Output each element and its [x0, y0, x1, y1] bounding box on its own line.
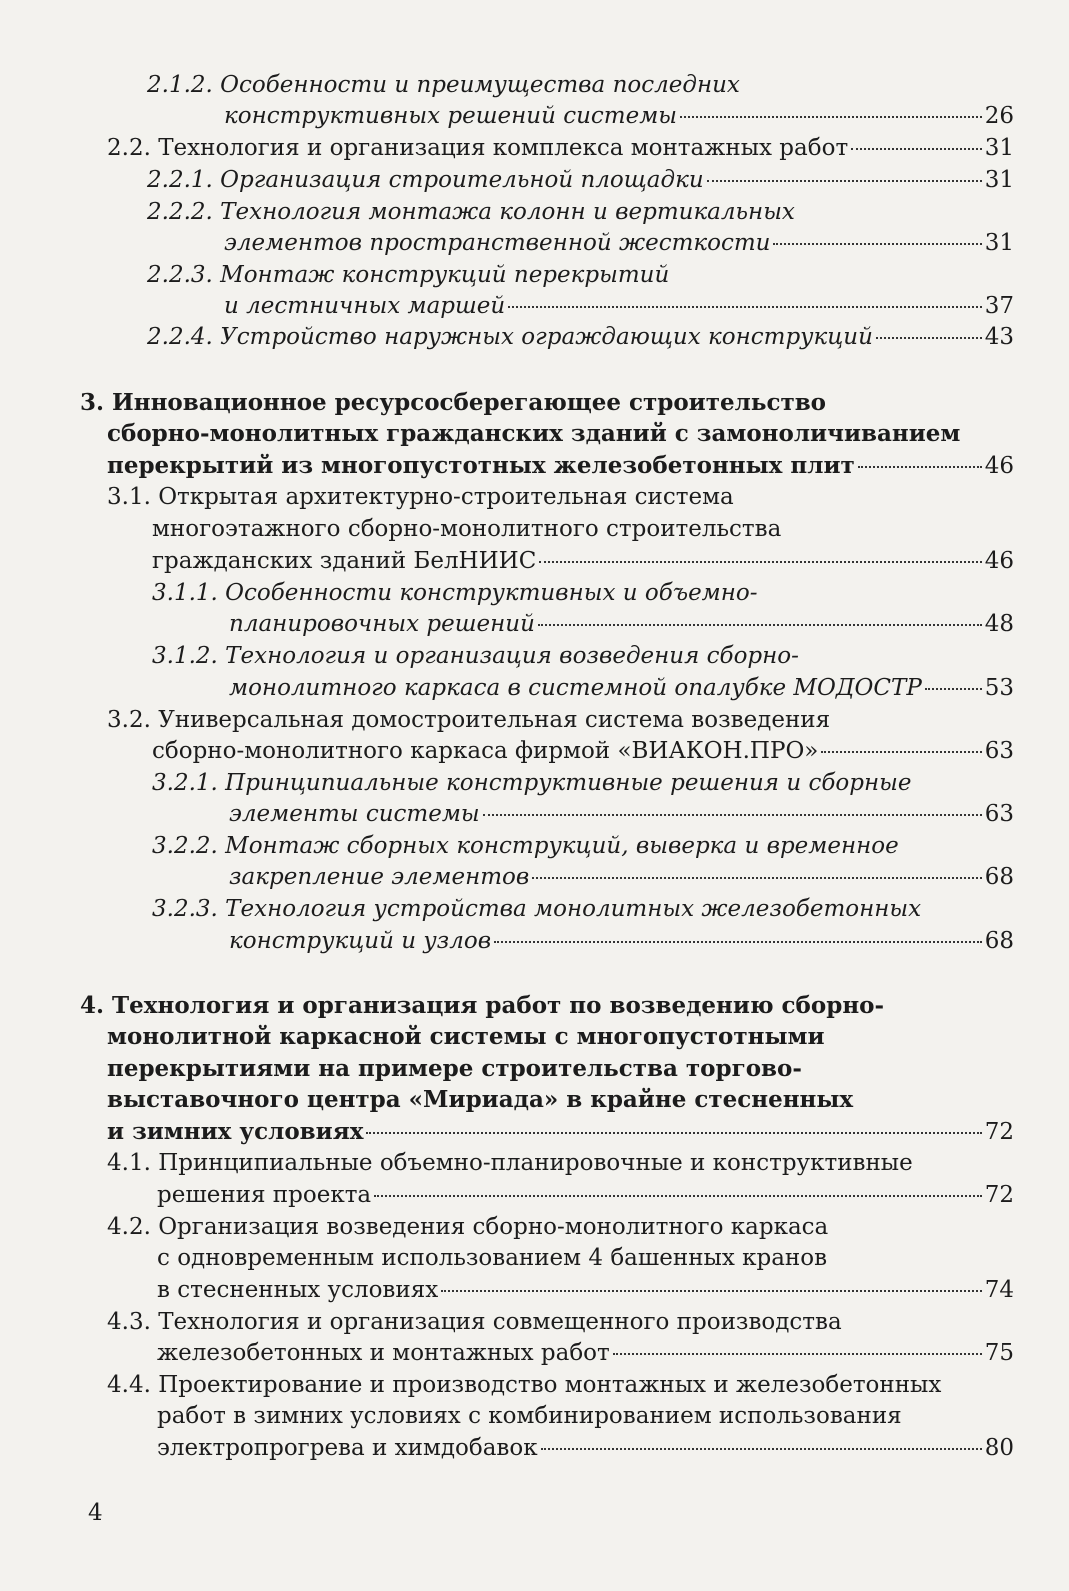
leader-dots: [508, 306, 981, 308]
toc-entry-3-1-1-line-1: 3.1.1. Особенности конструктивных и объемно-: [152, 580, 758, 606]
leader-dots: [374, 1195, 982, 1197]
toc-chapter-4-line-5: и зимних условиях 72: [107, 1118, 1014, 1145]
toc-entry-3-1-1-line-2: планировочных решений 48: [229, 611, 1014, 637]
leader-dots: [483, 814, 982, 816]
leader-dots: [538, 624, 982, 626]
toc-entry-2-2: 2.2. Технология и организация комплекса монтажных работ 31: [107, 135, 1014, 161]
page-ref: 26: [984, 103, 1014, 129]
leader-dots: [539, 561, 981, 563]
leader-dots: [532, 877, 981, 879]
leader-dots: [851, 148, 982, 150]
toc-entry-4-1-line-2: решения проекта 72: [157, 1182, 1014, 1208]
toc-entry-3-2-line-2: сборно-монолитного каркаса фирмой «ВИАКОН.ПРО» 63: [152, 738, 1014, 764]
toc-entry-3-1-line-3: гражданских зданий БелНИИС 46: [152, 548, 1014, 574]
page-ref: 63: [984, 801, 1014, 827]
toc-entry-2-2-3-line-1: 2.2.3. Монтаж конструкций перекрытий: [147, 262, 670, 288]
toc-chapter-3-line-2: сборно-монолитных гражданских зданий с замоноличиванием: [107, 420, 961, 447]
toc-entry-4-1-line-1: 4.1. Принципиальные объемно-планировочные и конструктивные: [107, 1150, 913, 1176]
leader-dots: [366, 1132, 981, 1134]
toc-entry-4-4-line-2: работ в зимних условиях с комбинированием использования: [157, 1403, 902, 1429]
leader-dots: [925, 688, 982, 690]
leader-dots: [821, 751, 981, 753]
toc-chapter-4-line-1: 4. Технология и организация работ по возведению сборно-: [80, 992, 885, 1019]
toc-entry-4-4-line-1: 4.4. Проектирование и производство монтажных и железобетонных: [107, 1372, 942, 1398]
toc-entry-2-2-4: 2.2.4. Устройство наружных ограждающих конструкций 43: [147, 324, 1014, 350]
page-ref: 31: [984, 230, 1014, 256]
toc-entry-4-3-line-1: 4.3. Технология и организация совмещенного производства: [107, 1309, 842, 1335]
toc-entry-2-2-2-line-2: элементов пространственной жесткости 31: [224, 230, 1014, 256]
toc-entry-4-3-line-2: железобетонных и монтажных работ 75: [157, 1340, 1014, 1366]
leader-dots: [680, 116, 982, 118]
toc-entry-3-1-line-2: многоэтажного сборно-монолитного строительства: [152, 516, 782, 542]
toc-entry-3-2-2-line-2: закрепление элементов 68: [229, 864, 1014, 890]
page-ref: 72: [984, 1182, 1014, 1208]
leader-dots: [858, 466, 982, 468]
leader-dots: [707, 180, 982, 182]
toc-entry-3-2-1-line-2: элементы системы 63: [229, 801, 1014, 827]
toc-entry-2-1-2-line-2: конструктивных решений системы 26: [224, 103, 1014, 129]
page-ref: 31: [984, 167, 1014, 193]
page-ref: 48: [984, 611, 1014, 637]
page-ref: 72: [984, 1119, 1014, 1145]
toc-entry-3-2-1-line-1: 3.2.1. Принципиальные конструктивные решения и сборные: [152, 770, 912, 796]
toc-chapter-3-line-3: перекрытий из многопустотных железобетонных плит 46: [107, 452, 1014, 479]
leader-dots: [876, 337, 982, 339]
page-ref: 37: [984, 293, 1014, 319]
page-ref: 31: [984, 135, 1014, 161]
toc-entry-4-2-line-3: в стесненных условиях 74: [157, 1277, 1014, 1303]
leader-dots: [441, 1290, 982, 1292]
toc-entry-3-2-2-line-1: 3.2.2. Монтаж сборных конструкций, выверка и временное: [152, 833, 899, 859]
toc-entry-4-2-line-2: с одновременным использованием 4 башенных кранов: [157, 1245, 828, 1271]
page-ref: 80: [984, 1435, 1014, 1461]
toc-entry-3-2-3-line-2: конструкций и узлов 68: [229, 928, 1014, 954]
page-ref: 53: [984, 675, 1014, 701]
toc-entry-3-1-2-line-1: 3.1.2. Технология и организация возведения сборно-: [152, 643, 799, 669]
page-number: 4: [88, 1500, 103, 1526]
page-ref: 46: [984, 548, 1014, 574]
toc-entry-4-2-line-1: 4.2. Организация возведения сборно-монолитного каркаса: [107, 1214, 829, 1240]
toc-entry-3-2-3-line-1: 3.2.3. Технология устройства монолитных железобетонных: [152, 896, 922, 922]
leader-dots: [613, 1353, 982, 1355]
toc-chapter-4-line-3: перекрытиями на примере строительства торгово-: [107, 1055, 802, 1082]
toc-chapter-4-line-2: монолитной каркасной системы с многопустотными: [107, 1023, 825, 1050]
toc-chapter-3-line-1: 3. Инновационное ресурсосберегающее строительство: [80, 389, 827, 416]
toc-entry-4-4-line-3: электропрогрева и химдобавок 80: [157, 1435, 1014, 1461]
toc-entry-3-1-line-1: 3.1. Открытая архитектурно-строительная система: [107, 484, 734, 510]
leader-dots: [494, 941, 982, 943]
page-ref: 68: [984, 928, 1014, 954]
toc-entry-2-2-1: 2.2.1. Организация строительной площадки 31: [147, 167, 1014, 193]
toc-entry-3-2-line-1: 3.2. Универсальная домостроительная система возведения: [107, 707, 831, 733]
page-ref: 75: [984, 1340, 1014, 1366]
leader-dots: [773, 243, 981, 245]
toc-entry-2-1-2-line-1: 2.1.2. Особенности и преимущества последних: [147, 72, 740, 98]
toc-entry-2-2-3-line-2: и лестничных маршей 37: [224, 293, 1014, 319]
page-ref: 43: [984, 324, 1014, 350]
toc-entry-2-2-2-line-1: 2.2.2. Технология монтажа колонн и вертикальных: [147, 199, 795, 225]
page-ref: 46: [984, 453, 1014, 479]
toc-chapter-4-line-4: выставочного центра «Мириада» в крайне стесненных: [107, 1086, 854, 1113]
page-ref: 68: [984, 864, 1014, 890]
page-ref: 74: [984, 1277, 1014, 1303]
toc-entry-3-1-2-line-2: монолитного каркаса в системной опалубке МОДОСТР 53: [229, 675, 1014, 701]
leader-dots: [541, 1448, 982, 1450]
page-ref: 63: [984, 738, 1014, 764]
